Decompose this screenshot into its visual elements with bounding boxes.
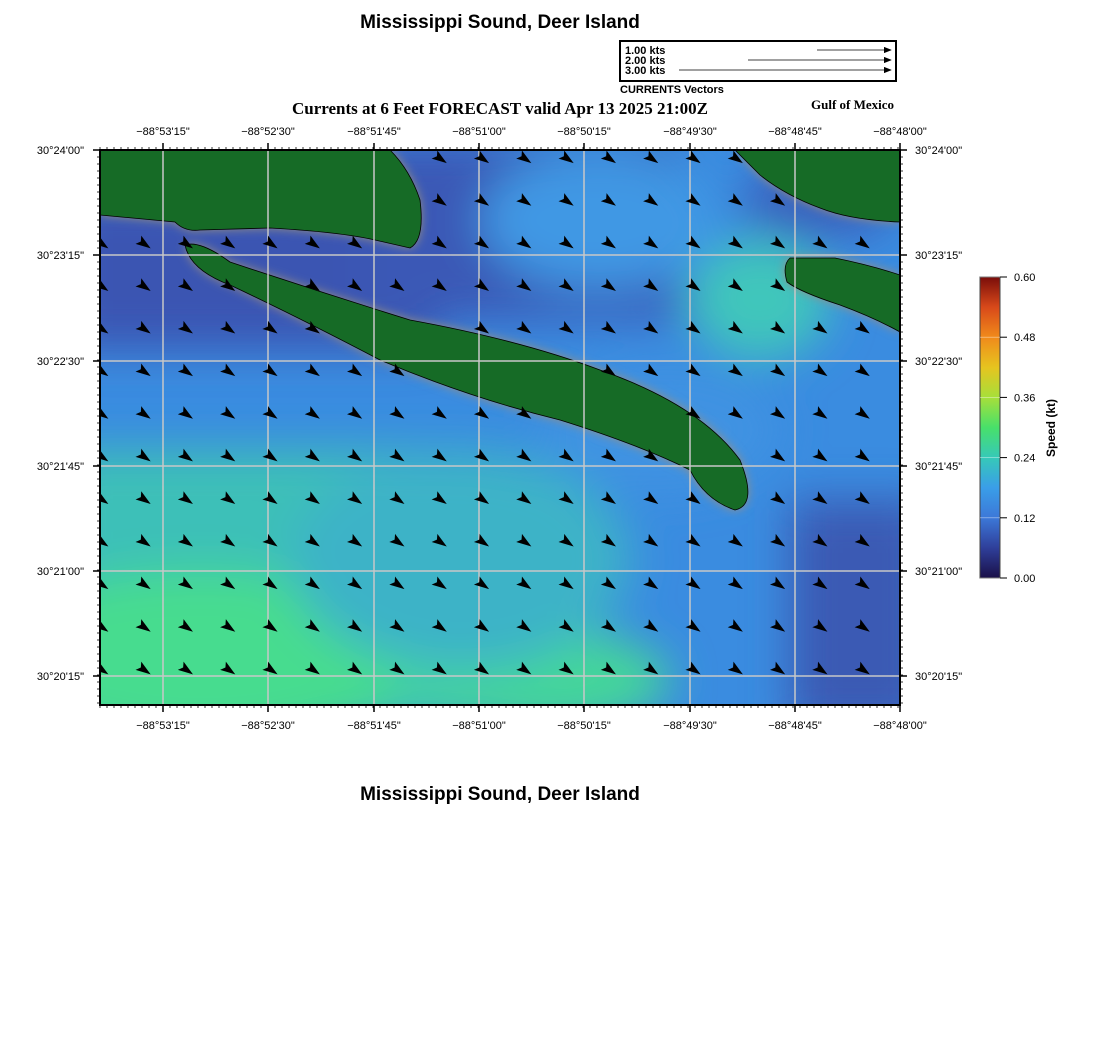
lon-label-top: −88°50'15" (557, 126, 611, 138)
lat-label-left: 30°24'00" (36, 145, 84, 157)
colorbar-ramp (980, 277, 1000, 578)
colorbar-tick-label: 0.24 (1014, 452, 1036, 465)
lon-label-top: −88°52'30" (241, 126, 295, 138)
lat-label-left: 30°21'00" (36, 566, 84, 578)
lat-label-right: 30°21'00" (915, 566, 963, 578)
colorbar-tick-label: 0.00 (1014, 573, 1036, 585)
region-label: Gulf of Mexico (811, 97, 895, 112)
legend-caption: CURRENTS Vectors (620, 84, 724, 96)
legend-label-2kt: 2.00 kts (625, 55, 666, 67)
lon-label-bottom: −88°51'45" (347, 720, 401, 732)
lon-label-bottom: −88°48'00" (873, 720, 927, 732)
lat-label-right: 30°21'45" (915, 461, 963, 473)
lon-label-top: −88°49'30" (663, 126, 717, 138)
lon-label-top: −88°48'00" (873, 126, 927, 138)
lon-label-top: −88°51'00" (452, 126, 506, 138)
lon-label-top: −88°51'45" (347, 126, 401, 138)
lat-label-left: 30°21'45" (36, 461, 84, 473)
map-subtitle: Currents at 6 Feet FORECAST valid Apr 13 2025 21:00Z (291, 99, 709, 118)
lon-label-bottom: −88°51'00" (452, 720, 506, 732)
speed-field (0, 140, 930, 750)
lon-label-top: −88°48'45" (768, 126, 822, 138)
lat-label-right: 30°22'30" (915, 356, 963, 368)
lat-label-right: 30°20'15" (915, 671, 963, 683)
colorbar-tick-label: 0.12 (1014, 512, 1036, 525)
colorbar-label: Speed (kt) (1044, 398, 1058, 458)
map-title: Mississippi Sound, Deer Island (360, 12, 640, 33)
lat-label-left: 30°20'15" (36, 671, 84, 683)
lon-label-bottom: −88°53'15" (136, 720, 190, 732)
colorbar-tick-label: 0.48 (1014, 332, 1036, 345)
lon-label-top: −88°53'15" (136, 126, 190, 138)
legend-label-3kt: 3.00 kts (625, 65, 666, 77)
colorbar-tick-label: 0.60 (1014, 272, 1036, 284)
lat-label-right: 30°23'15" (915, 250, 963, 262)
colorbar (980, 272, 1058, 585)
lon-label-bottom: −88°50'15" (557, 720, 611, 732)
colorbar-tick-label: 0.36 (1014, 392, 1036, 405)
footer-title: Mississippi Sound, Deer Island (360, 784, 640, 805)
lat-label-left: 30°22'30" (36, 356, 84, 368)
lat-label-left: 30°23'15" (36, 250, 84, 262)
lat-label-right: 30°24'00" (915, 145, 963, 157)
lon-label-bottom: −88°48'45" (768, 720, 822, 732)
lon-label-bottom: −88°49'30" (663, 720, 717, 732)
lon-label-bottom: −88°52'30" (241, 720, 295, 732)
legend-label-1kt: 1.00 kts (625, 45, 666, 57)
